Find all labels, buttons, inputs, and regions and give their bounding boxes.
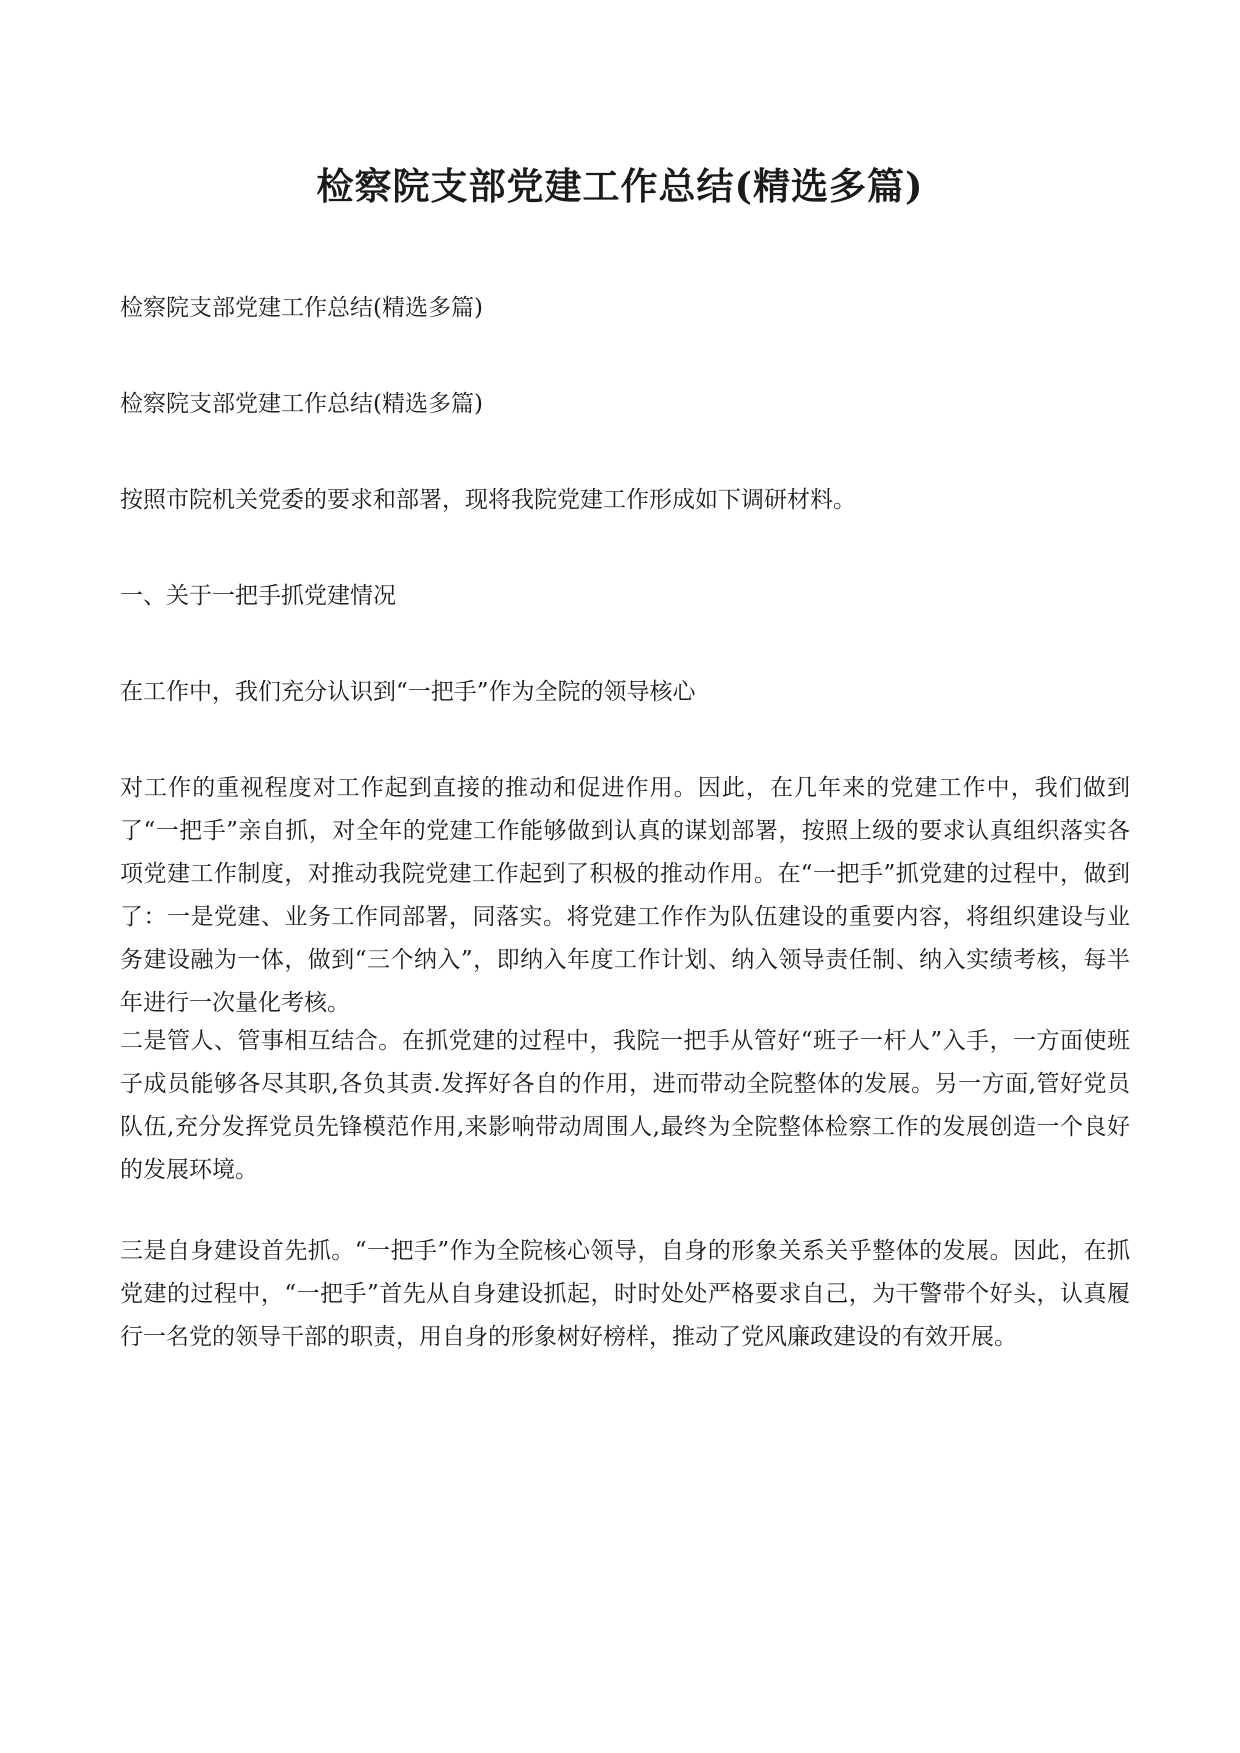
paragraph-intro: 按照市院机关党委的要求和部署，现将我院党建工作形成如下调研材料。 (120, 487, 856, 513)
paragraph-subtitle-2: 检察院支部党建工作总结(精选多篇) (120, 391, 483, 417)
paragraph-lead: 在工作中，我们充分认识到“一把手”作为全院的领导核心 (120, 679, 696, 705)
section-heading-1: 一、关于一把手抓党建情况 (120, 583, 396, 609)
paragraph-point-3: 三是自身建设首先抓。“一把手”作为全院核心领导，自身的形象关系关乎整体的发展。因此，在抓党建的过程中，“一把手”首先从自身建设抓起，时时处处严格要求自己，为干警带个好头，认真履行一名党的领导干部的职责，用自身的形象树好榜样，推动了党风廉政建设的有效开展。 (120, 1238, 1130, 1350)
paragraph-point-1: 对工作的重视程度对工作起到直接的推动和促进作用。因此，在几年来的党建工作中，我们做到了“一把手”亲自抓，对全年的党建工作能够做到认真的谋划部署，按照上级的要求认真组织落实各项党建工作制度，对推动我院党建工作起到了积极的推动作用。在“一把手”抓党建的过程中，做到了：一是党建、业务工作同部署，同落实。将党建工作作为队伍建设的重要内容，将组织建设与业务建设融为一体，做到“三个纳入”，即纳入年度工作计划、纳入领导责任制、纳入实绩考核，每半年进行一次量化考核。 (120, 775, 1130, 1016)
paragraph-subtitle-1: 检察院支部党建工作总结(精选多篇) (120, 295, 483, 321)
paragraph-point-2: 二是管人、管事相互结合。在抓党建的过程中，我院一把手从管好“班子一杆人”入手，一方面使班子成员能够各尽其职,各负其责.发挥好各自的作用，进而带动全院整体的发展。另一方面,管好党员队伍,充分发挥党员先锋模范作用,来影响带动周围人,最终为全院整体检察工作的发展创造一个良好的发展环境。 (120, 1028, 1130, 1183)
document-title: 检察院支部党建工作总结(精选多篇) (316, 164, 924, 208)
